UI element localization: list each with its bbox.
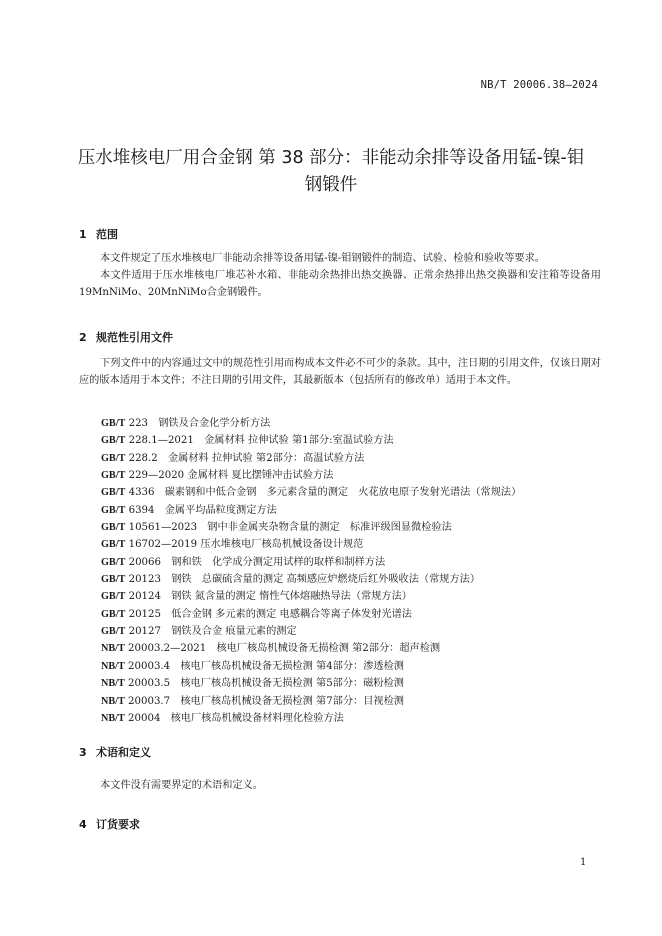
section-heading-normative-references — [79, 329, 173, 345]
paragraph: 本文件没有需要界定的术语和定义。 — [100, 780, 263, 791]
section-heading-ordering-requirements — [79, 816, 140, 832]
page-number: 1 — [580, 857, 587, 868]
document-title — [62, 145, 600, 199]
reference-item: GB/T 229—2020 金属材料 夏比摆锤冲击试验方法 — [101, 470, 334, 482]
section-heading-terms-definitions — [79, 744, 151, 760]
reference-item: GB/T 20127 钢铁及合金 痕量元素的测定 — [101, 626, 297, 638]
section-number: 1 — [79, 228, 87, 241]
reference-item: GB/T 20123 钢铁 总碳硫含量的测定 高频感应炉燃烧后红外吸收法（常规方法） — [101, 574, 481, 586]
reference-item: NB/T 20003.4 核电厂核岛机械设备无损检测 第4部分：渗透检测 — [101, 660, 404, 672]
section-title: 订货要求 — [96, 818, 140, 831]
reference-list — [101, 415, 521, 727]
section-title: 规范性引用文件 — [96, 331, 173, 344]
reference-item: GB/T 20066 钢和铁 化学成分测定用试样的取样和制样方法 — [101, 556, 386, 568]
reference-item: NB/T 20003.7 核电厂核岛机械设备无损检测 第7部分：目视检测 — [101, 695, 404, 707]
reference-item: GB/T 228.1—2021 金属材料 拉伸试验 第1部分:室温试验方法 — [101, 435, 394, 447]
paragraph: 下列文件中的内容通过文中的规范性引用而构成本文件必不可少的条款。其中，注日期的引用文件，仅该日期对应的版本适用于本文件；不注日期的引用文件，其最新版本（包括所有的修改单）适用于本文件。 — [79, 358, 601, 386]
title-line-1: 压水堆核电厂用合金钢 第 38 部分：非能动余排等设备用锰-镍-钼 — [77, 148, 585, 168]
section-number: 4 — [79, 818, 87, 831]
reference-item: NB/T 20003.5 核电厂核岛机械设备无损检测 第5部分：磁粉检测 — [101, 678, 404, 690]
section-number: 3 — [79, 746, 87, 759]
paragraph: 本文件适用于压水堆核电厂堆芯补水箱、非能动余热排出热交换器、正常余热排出热交换器和安注箱等设备用19MnNiMo、20MnNiMo合金钢锻件。 — [79, 270, 601, 298]
reference-item: GB/T 20125 低合金钢 多元素的测定 电感耦合等离子体发射光谱法 — [101, 608, 412, 620]
reference-item: GB/T 6394 金属平均晶粒度测定方法 — [101, 504, 277, 516]
reference-item: GB/T 4336 碳素钢和中低合金钢 多元素含量的测定 火花放电原子发射光谱法（常规法） — [101, 487, 522, 499]
reference-item: GB/T 228.2 金属材料 拉伸试验 第2部分：高温试验方法 — [101, 452, 365, 464]
paragraph: 本文件规定了压水堆核电厂非能动余排等设备用锰-镍-钼钢锻件的制造、试验、检验和验收等要求。 — [100, 253, 545, 264]
reference-item: GB/T 223 钢铁及合金化学分析方法 — [101, 418, 271, 429]
reference-item: NB/T 20003.2—2021 核电厂核岛机械设备无损检测 第2部分：超声检测 — [101, 643, 441, 655]
reference-item: GB/T 20124 钢铁 氮含量的测定 惰性气体熔融热导法（常规方法） — [101, 591, 412, 603]
reference-item: GB/T 16702—2019 压水堆核电厂核岛机械设备设计规范 — [101, 539, 364, 551]
reference-item: NB/T 20004 核电厂核岛机械设备材料理化检验方法 — [101, 712, 344, 724]
reference-item: GB/T 10561—2023 钢中非金属夹杂物含量的测定 标准评级图显微检验法 — [101, 522, 452, 534]
section-title: 范围 — [96, 228, 118, 241]
document-code: NB/T 20006.38—2024 — [480, 79, 598, 91]
section-title: 术语和定义 — [96, 746, 151, 759]
section-number: 2 — [79, 331, 87, 344]
title-line-2: 钢锻件 — [304, 175, 358, 195]
section-heading-scope — [79, 226, 118, 242]
